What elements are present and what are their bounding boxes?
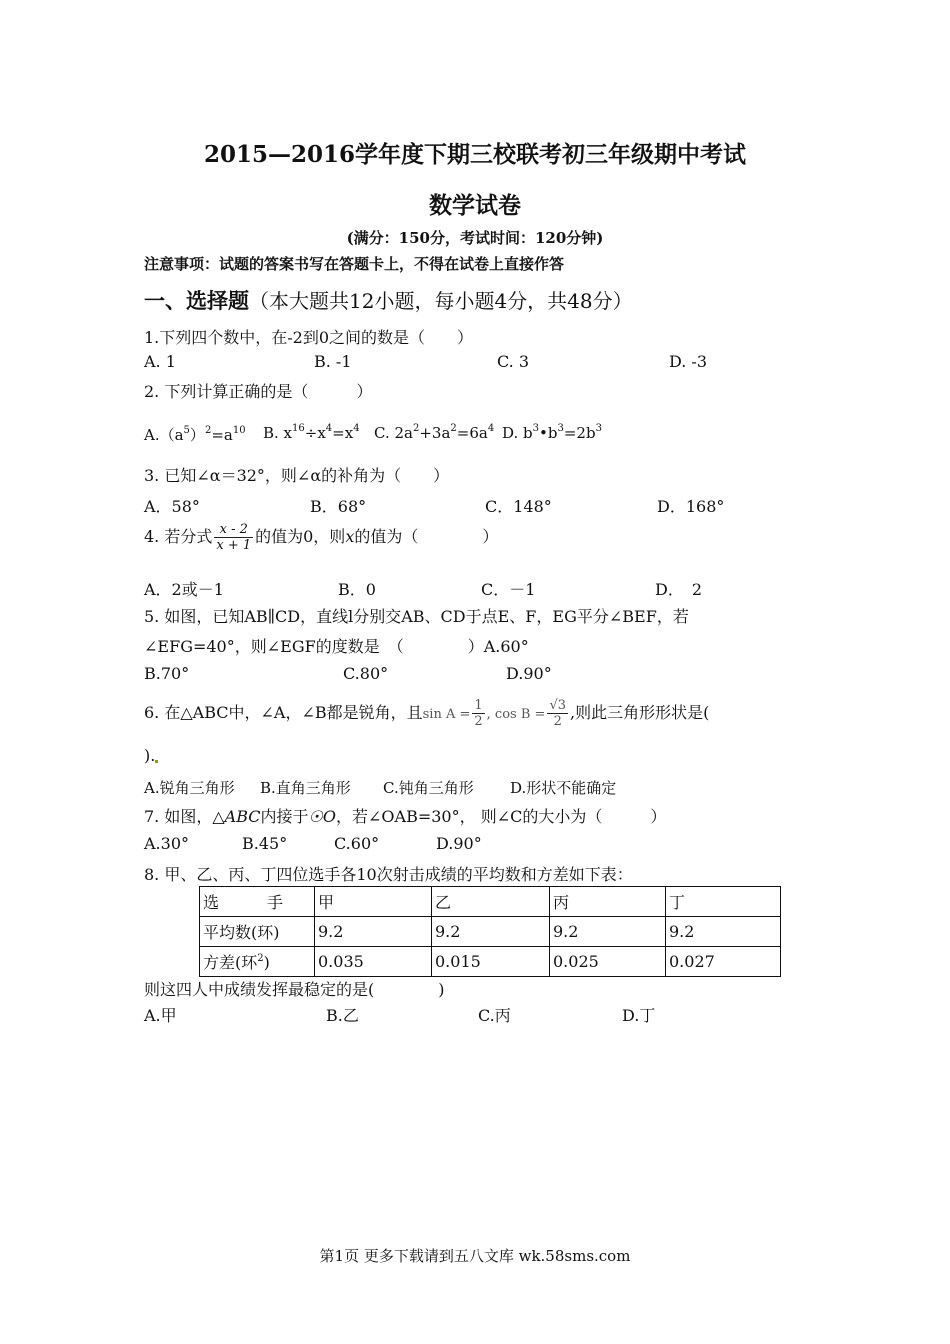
- q4-fraction: $\frac{x - 2}{x + 1}$: [216, 522, 252, 553]
- q2-option-c: C. $2a^2+3a^2=6a^4$: [374, 423, 495, 442]
- section-desc: （本大题共12小题，每小题4分，共48分）: [249, 289, 633, 313]
- q8-option-b: B.乙: [326, 1006, 359, 1025]
- table-header-cell: 丙: [550, 887, 666, 917]
- table-cell: 9.2: [550, 917, 666, 947]
- q6-option-d: D.形状不能确定: [510, 779, 617, 797]
- table-header-cell: 乙: [432, 887, 550, 917]
- q6-option-c: C.钝角三角形: [383, 779, 474, 797]
- table-row: [200, 887, 781, 917]
- q7-option-c: C.60°: [334, 834, 380, 853]
- q6-cos-fraction: $\frac{√3}{2}$: [549, 698, 566, 729]
- exam-subtitle: 数学试卷: [429, 192, 521, 219]
- table-cell: 9.2: [315, 917, 432, 947]
- q7-option-b: B.45°: [242, 834, 288, 853]
- exam-title: 2015—2016学年度下期三校联考初三年级期中考试: [203, 141, 747, 168]
- table-cell: 9.2: [666, 917, 781, 947]
- table-cell: 方差(环$^2$): [200, 947, 315, 977]
- table-header-cell: 甲: [315, 887, 432, 917]
- q3-option-c: C．148°: [485, 497, 552, 516]
- q3-option-a: A．58°: [144, 497, 200, 516]
- q2-stem: 2. 下列计算正确的是（ ）: [144, 382, 373, 401]
- q5-option-b: B.70°: [144, 664, 190, 683]
- q6-option-b: B.直角三角形: [260, 779, 351, 797]
- q7-option-a: A.30°: [144, 834, 189, 853]
- q7-option-d: D.90°: [436, 834, 482, 853]
- q1-option-b: B. -1: [314, 352, 352, 371]
- table-cell: 9.2: [432, 917, 550, 947]
- q8-stem: 8. 甲、乙、丙、丁四位选手各10次射击成绩的平均数和方差如下表：: [144, 865, 633, 884]
- q1-option-c: C. 3: [497, 352, 530, 371]
- q8-question: 则这四人中成绩发挥最稳定的是( ): [144, 980, 445, 999]
- q2-option-a: $A.(a^5)^2=a^{10}$: [144, 425, 246, 444]
- q5-line1: 5. 如图，已知AB∥CD，直线l分别交AB、CD于点E、F，EG平分∠BEF，若: [144, 607, 689, 626]
- q5-line2: ∠EFG=40°，则∠EGF的度数是 （ ）A.60°: [144, 637, 529, 656]
- q6-sin-fraction: $\frac{1}{2}$: [474, 698, 483, 729]
- q4-option-d: D． 2: [655, 580, 703, 599]
- score-info: (满分：150分，考试时间：120分钟): [346, 229, 604, 247]
- q3-option-d: D．168°: [657, 497, 725, 516]
- q4-stem: 4. 若分式 $\frac{x - 2}{x + 1}$ 的值为0，则x的值为（ ）: [144, 522, 499, 553]
- q8-option-d: D.丁: [622, 1006, 656, 1025]
- q2-option-d: D. $b^3•b^3=2b^3$: [502, 423, 602, 442]
- q1-option-a: A. 1: [144, 352, 176, 371]
- table-cell: 0.025: [550, 947, 666, 977]
- section-label: 一、选择题: [144, 288, 249, 313]
- table-row: [200, 947, 781, 977]
- q6-stem: 6. 在△ABC中，∠A，∠B都是锐角，且sin A = $\frac{1}{2}$ , cos B = $\frac{√3}{2}$ ,则此三角形形状是(: [144, 698, 710, 729]
- table-row: [200, 917, 781, 947]
- q8-option-a: A.甲: [144, 1006, 177, 1025]
- q1-option-d: D. -3: [669, 352, 708, 371]
- section-heading: [144, 285, 633, 315]
- table-cell: 平均数(环): [200, 917, 315, 947]
- table-cell: 0.027: [666, 947, 781, 977]
- q2-option-b: B. $x^{16}\div x^4=x^4$: [263, 423, 360, 442]
- q3-option-b: B．68°: [310, 497, 367, 516]
- table-header-cell: 丁: [666, 887, 781, 917]
- page-footer: 第1页 更多下载请到五八文库 wk.58sms.com: [319, 1247, 631, 1265]
- table-header-cell: 选 手: [200, 887, 315, 917]
- q3-stem: 3. 已知∠α＝32°，则∠α的补角为（ ）: [144, 466, 450, 485]
- notice: 注意事项：试题的答案书写在答题卡上，不得在试卷上直接作答: [144, 255, 565, 273]
- q4-option-a: A．2或－1: [144, 580, 224, 599]
- q8-option-c: C.丙: [478, 1006, 511, 1025]
- q1-stem: 1.下列四个数中，在-2到0之间的数是（ ）: [144, 328, 474, 347]
- q7-stem: 7. 如图，△ABC内接于☉O，若∠OAB=30°， 则∠C的大小为（ ）: [144, 807, 667, 826]
- q4-option-c: C．－1: [481, 580, 536, 599]
- q6-option-a: A.锐角三角形: [144, 779, 235, 797]
- q5-option-c: C.80°: [343, 664, 389, 683]
- q6-line2: ).: [144, 746, 158, 765]
- table-cell: 0.015: [432, 947, 550, 977]
- q5-option-d: D.90°: [506, 664, 552, 683]
- table-cell: 0.035: [315, 947, 432, 977]
- score-table: [199, 886, 781, 977]
- q4-option-b: B．0: [338, 580, 376, 599]
